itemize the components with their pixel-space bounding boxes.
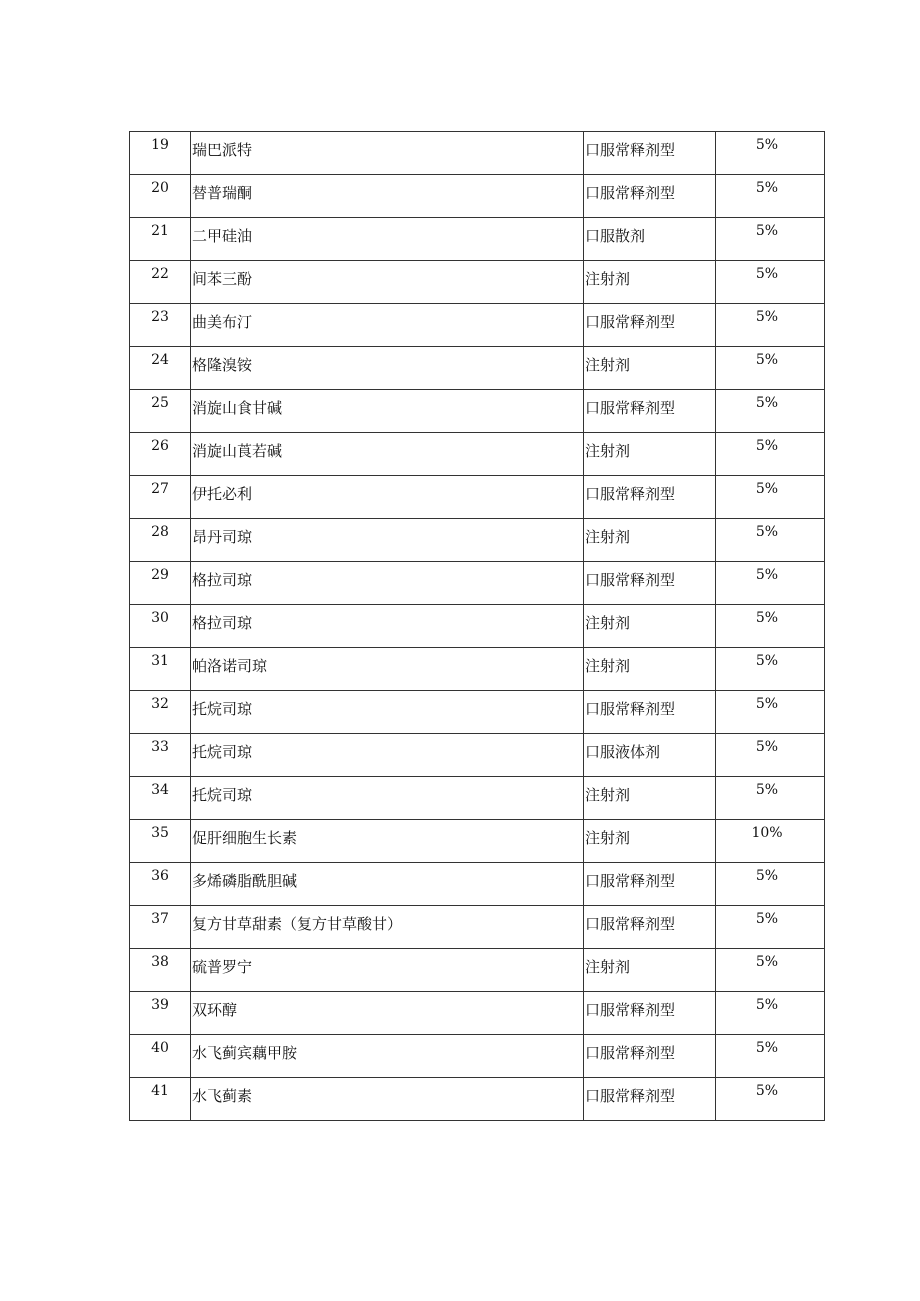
dosage-form: 注射剂 <box>584 605 716 648</box>
row-number: 38 <box>130 949 191 992</box>
table-row <box>130 1078 825 1121</box>
table-row <box>130 820 825 863</box>
rate-value: 5% <box>716 433 825 476</box>
drug-name: 格隆溴铵 <box>191 347 584 390</box>
row-number: 29 <box>130 562 191 605</box>
dosage-form: 口服常释剂型 <box>584 390 716 433</box>
drug-name: 水飞蓟宾藕甲胺 <box>191 1035 584 1078</box>
dosage-form: 口服常释剂型 <box>584 1035 716 1078</box>
drug-name: 间苯三酚 <box>191 261 584 304</box>
table-row <box>130 476 825 519</box>
row-number: 24 <box>130 347 191 390</box>
rate-value: 5% <box>716 605 825 648</box>
row-number: 31 <box>130 648 191 691</box>
rate-value: 5% <box>716 992 825 1035</box>
dosage-form: 口服常释剂型 <box>584 691 716 734</box>
rate-value: 5% <box>716 648 825 691</box>
drug-name: 促肝细胞生长素 <box>191 820 584 863</box>
drug-name: 瑞巴派特 <box>191 132 584 175</box>
dosage-form: 口服散剂 <box>584 218 716 261</box>
dosage-form: 口服常释剂型 <box>584 1078 716 1121</box>
row-number: 23 <box>130 304 191 347</box>
table-row <box>130 906 825 949</box>
row-number: 34 <box>130 777 191 820</box>
rate-value: 5% <box>716 562 825 605</box>
row-number: 26 <box>130 433 191 476</box>
drug-name: 托烷司琼 <box>191 734 584 777</box>
table-row <box>130 562 825 605</box>
table-row <box>130 218 825 261</box>
drug-name: 水飞蓟素 <box>191 1078 584 1121</box>
drug-name: 多烯磷脂酰胆碱 <box>191 863 584 906</box>
dosage-form: 口服液体剂 <box>584 734 716 777</box>
dosage-form: 口服常释剂型 <box>584 863 716 906</box>
table-row <box>130 261 825 304</box>
row-number: 25 <box>130 390 191 433</box>
drug-table <box>129 131 825 1121</box>
drug-name: 帕洛诺司琼 <box>191 648 584 691</box>
row-number: 20 <box>130 175 191 218</box>
dosage-form: 口服常释剂型 <box>584 132 716 175</box>
row-number: 37 <box>130 906 191 949</box>
row-number: 19 <box>130 132 191 175</box>
rate-value: 5% <box>716 949 825 992</box>
table-row <box>130 648 825 691</box>
dosage-form: 注射剂 <box>584 648 716 691</box>
rate-value: 5% <box>716 691 825 734</box>
drug-name: 格拉司琼 <box>191 562 584 605</box>
rate-value: 5% <box>716 347 825 390</box>
table-row <box>130 777 825 820</box>
dosage-form: 口服常释剂型 <box>584 476 716 519</box>
dosage-form: 口服常释剂型 <box>584 562 716 605</box>
drug-name: 硫普罗宁 <box>191 949 584 992</box>
rate-value: 5% <box>716 261 825 304</box>
dosage-form: 口服常释剂型 <box>584 175 716 218</box>
drug-name: 曲美布汀 <box>191 304 584 347</box>
dosage-form: 注射剂 <box>584 433 716 476</box>
rate-value: 5% <box>716 1035 825 1078</box>
dosage-form: 注射剂 <box>584 261 716 304</box>
dosage-form: 口服常释剂型 <box>584 304 716 347</box>
drug-name: 托烷司琼 <box>191 691 584 734</box>
rate-value: 5% <box>716 476 825 519</box>
row-number: 30 <box>130 605 191 648</box>
rate-value: 5% <box>716 519 825 562</box>
dosage-form: 注射剂 <box>584 820 716 863</box>
rate-value: 5% <box>716 175 825 218</box>
rate-value: 5% <box>716 132 825 175</box>
drug-name: 双环醇 <box>191 992 584 1035</box>
drug-name: 消旋山莨若碱 <box>191 433 584 476</box>
table-row <box>130 863 825 906</box>
drug-name: 伊托必利 <box>191 476 584 519</box>
dosage-form: 注射剂 <box>584 777 716 820</box>
dosage-form: 注射剂 <box>584 519 716 562</box>
rate-value: 5% <box>716 1078 825 1121</box>
row-number: 41 <box>130 1078 191 1121</box>
table-row <box>130 949 825 992</box>
table-row <box>130 691 825 734</box>
table-row <box>130 175 825 218</box>
table-body <box>130 132 825 1121</box>
row-number: 28 <box>130 519 191 562</box>
dosage-form: 注射剂 <box>584 949 716 992</box>
table-row <box>130 734 825 777</box>
row-number: 36 <box>130 863 191 906</box>
rate-value: 5% <box>716 863 825 906</box>
table-row <box>130 433 825 476</box>
table-row <box>130 1035 825 1078</box>
table-row <box>130 347 825 390</box>
row-number: 21 <box>130 218 191 261</box>
table-row <box>130 519 825 562</box>
drug-name: 昂丹司琼 <box>191 519 584 562</box>
row-number: 27 <box>130 476 191 519</box>
row-number: 40 <box>130 1035 191 1078</box>
row-number: 35 <box>130 820 191 863</box>
row-number: 39 <box>130 992 191 1035</box>
table-row <box>130 992 825 1035</box>
table-row <box>130 390 825 433</box>
table-row <box>130 304 825 347</box>
drug-name: 替普瑞酮 <box>191 175 584 218</box>
rate-value: 5% <box>716 390 825 433</box>
drug-name: 消旋山食甘碱 <box>191 390 584 433</box>
drug-name: 格拉司琼 <box>191 605 584 648</box>
drug-name: 托烷司琼 <box>191 777 584 820</box>
drug-name: 复方甘草甜素（复方甘草酸甘） <box>191 906 584 949</box>
rate-value: 10% <box>716 820 825 863</box>
table-row <box>130 605 825 648</box>
dosage-form: 口服常释剂型 <box>584 906 716 949</box>
rate-value: 5% <box>716 906 825 949</box>
dosage-form: 口服常释剂型 <box>584 992 716 1035</box>
rate-value: 5% <box>716 734 825 777</box>
rate-value: 5% <box>716 304 825 347</box>
dosage-form: 注射剂 <box>584 347 716 390</box>
table-row <box>130 132 825 175</box>
row-number: 33 <box>130 734 191 777</box>
rate-value: 5% <box>716 777 825 820</box>
drug-name: 二甲硅油 <box>191 218 584 261</box>
rate-value: 5% <box>716 218 825 261</box>
row-number: 22 <box>130 261 191 304</box>
row-number: 32 <box>130 691 191 734</box>
